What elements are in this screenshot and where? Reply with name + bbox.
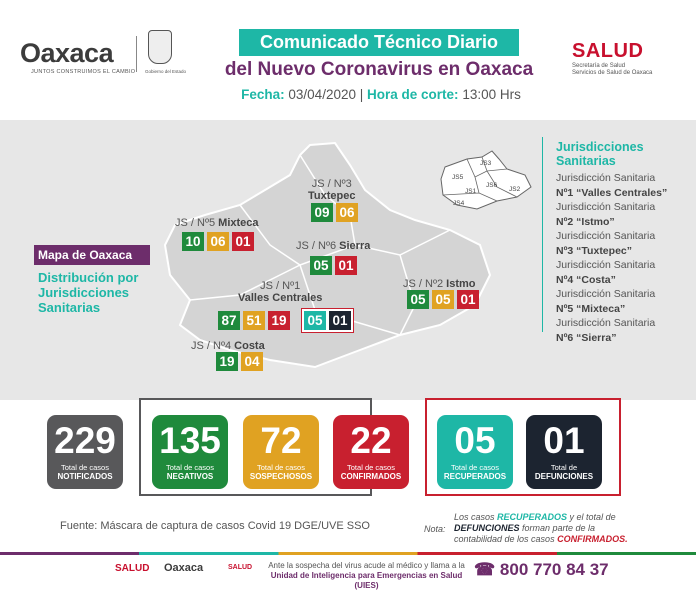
gobierno-label: Gobierno del Estado (145, 69, 187, 74)
stat-confirmados (333, 415, 409, 489)
istmo-label-name: Istmo (446, 278, 476, 290)
stat-value: 229 (54, 420, 116, 461)
minimap-js3: JS3 (480, 160, 492, 167)
phone-number (474, 560, 609, 580)
valles-recuperados: 05 (304, 311, 326, 330)
sierra-negativos: 05 (310, 256, 332, 275)
list-item (556, 288, 667, 315)
stat-negativos (152, 415, 228, 489)
valles-sospechosos: 51 (243, 311, 265, 330)
note-confirmados: CONFIRMADOS. (557, 534, 628, 544)
oaxaca-logo: Oaxaca (20, 38, 114, 68)
sierra-values (310, 256, 357, 275)
list-item (556, 201, 667, 228)
footer-text (264, 561, 469, 591)
stat-recuperados (437, 415, 513, 489)
costa-label-name: Costa (234, 340, 265, 352)
list-item-l1: Jurisdicción Sanitaria (556, 259, 656, 271)
tuxtepec-values (311, 203, 358, 222)
jurisdicciones-heading-l1: Jurisdicciones (556, 140, 644, 154)
fecha-value: 03/04/2020 (288, 87, 356, 102)
note-text-1: Los casos (454, 512, 498, 522)
note-text (454, 512, 644, 545)
list-item-l1: Jurisdicción Sanitaria (556, 172, 656, 184)
valles-confirmados: 19 (268, 311, 290, 330)
salud-subtitle (572, 63, 672, 77)
costa-negativos: 19 (216, 352, 238, 371)
footer-salud-logo: SALUD (115, 563, 150, 574)
stat-value: 135 (159, 420, 221, 461)
region-label-mixteca (175, 217, 259, 229)
note-text-4: contabilidad de los casos (454, 534, 558, 544)
salud-sub-line2: Servicios de Salud de Oaxaca (572, 70, 653, 76)
list-item-l1: Jurisdicción Sanitaria (556, 230, 656, 242)
stat-value: 05 (454, 420, 496, 461)
source-note: Fuente: Máscara de captura de casos Covid 19 DGE/UVE SSO (60, 520, 370, 532)
stat-label: Total de casos (347, 463, 395, 472)
list-item-l2: Nº4 “Costa” (556, 273, 616, 286)
tuxtepec-sospechosos: 06 (336, 203, 358, 222)
region-label-sierra (296, 240, 370, 252)
stat-label-strong: RECUPERADOS (443, 472, 507, 481)
list-item-l2: Nº2 “Istmo” (556, 215, 615, 228)
istmo-sospechosos: 05 (432, 290, 454, 309)
tuxtepec-label-l1: JS / Nº3 (311, 178, 352, 190)
map-subtitle-l3: Sanitarias (38, 300, 101, 315)
stat-label: Total de casos (451, 463, 499, 472)
jurisdicciones-list (556, 172, 667, 346)
jurisdicciones-heading-l2: Sanitarias (556, 154, 616, 168)
list-item (556, 172, 667, 199)
footer-text-l1: Ante la sospecha del virus acude al médico y llama a la (268, 561, 465, 570)
footer-salud-logo-2: SALUD (228, 564, 253, 571)
minimap-js4: JS4 (453, 200, 465, 207)
region-label-valles (238, 280, 322, 304)
list-item-l1: Jurisdicción Sanitaria (556, 317, 656, 329)
costa-label-pre: JS / Nº4 (191, 340, 232, 352)
valles-negativos: 87 (218, 311, 240, 330)
page-title: Comunicado Técnico Diario (239, 29, 519, 56)
region-label-tuxtepec (308, 178, 355, 202)
state-crest-icon (148, 30, 172, 64)
stat-label-strong: DEFUNCIONES (534, 472, 594, 481)
mixteca-label-name: Mixteca (218, 217, 259, 229)
legend-divider (542, 137, 543, 332)
stat-label-strong: SOSPECHOSOS (249, 472, 313, 481)
list-item-l2: Nº3 “Tuxtepec” (556, 244, 632, 257)
list-item-l1: Jurisdicción Sanitaria (556, 288, 656, 300)
map-subtitle-l2: Jurisdicciones (38, 285, 130, 300)
minimap-js2: JS2 (509, 186, 521, 193)
map-title: Mapa de Oaxaca (34, 245, 150, 265)
mixteca-negativos: 10 (182, 232, 204, 251)
list-item-l2: Nº5 “Mixteca” (556, 302, 626, 315)
page-subtitle: del Nuevo Coronavirus en Oaxaca (224, 59, 534, 80)
footer-text-l2: Unidad de Inteligencia para Emergencias en Salud (UIES) (270, 571, 463, 590)
hora-value: 13:00 Hrs (462, 87, 521, 102)
minimap-js5: JS5 (452, 174, 464, 181)
stat-label: Total de casos (166, 463, 214, 472)
mixteca-confirmados: 01 (232, 232, 254, 251)
fecha-label: Fecha: (241, 87, 285, 102)
valles-values (218, 311, 290, 330)
footer-stripe (0, 552, 696, 555)
costa-values (216, 352, 263, 371)
stat-value: 72 (260, 420, 302, 461)
logo-divider (136, 36, 137, 72)
note-recuperados: RECUPERADOS (497, 512, 568, 522)
mixteca-sospechosos: 06 (207, 232, 229, 251)
note-defunciones: DEFUNCIONES (454, 523, 520, 533)
costa-sospechosos: 04 (241, 352, 263, 371)
stat-label: Total de casos (257, 463, 305, 472)
istmo-confirmados: 01 (457, 290, 479, 309)
list-item-l1: Jurisdicción Sanitaria (556, 201, 656, 213)
note (424, 512, 644, 545)
valles-defunciones: 01 (329, 311, 351, 330)
stat-sospechosos (243, 415, 319, 489)
jurisdicciones-heading (556, 140, 644, 168)
jurisdictions-minimap (437, 147, 537, 211)
map-subtitle (38, 270, 138, 315)
phone-value: 800 770 84 37 (499, 560, 609, 579)
date-separator: | (359, 87, 364, 102)
istmo-negativos: 05 (407, 290, 429, 309)
list-item (556, 317, 667, 344)
list-item-l2: Nº1 “Valles Centrales” (556, 186, 668, 199)
valles-outcomes-box (301, 308, 354, 333)
region-label-costa (191, 340, 265, 352)
stat-label-strong: CONFIRMADOS (340, 472, 402, 481)
list-item (556, 259, 667, 286)
date-line (226, 87, 536, 102)
note-text-3: forman parte de la (519, 523, 596, 533)
stat-label-strong: NEGATIVOS (166, 472, 214, 481)
phone-icon: ☎ (474, 560, 496, 579)
istmo-values (407, 290, 479, 309)
mixteca-values (182, 232, 254, 251)
mixteca-label-pre: JS / Nº5 (175, 217, 216, 229)
valles-label-l2: Valles Centrales (238, 292, 323, 304)
valles-label-l1: JS / Nº1 (260, 280, 301, 292)
sierra-confirmados: 01 (335, 256, 357, 275)
note-text-2: y el total de (567, 512, 616, 522)
minimap-js6: JS6 (486, 182, 498, 189)
tuxtepec-label-l2: Tuxtepec (308, 190, 356, 202)
stat-value: 01 (543, 420, 585, 461)
region-label-istmo (403, 278, 476, 290)
hora-label: Hora de corte: (367, 87, 459, 102)
footer-oaxaca-logo: Oaxaca (164, 562, 204, 574)
stat-label: Total de (550, 463, 578, 472)
stat-defunciones (526, 415, 602, 489)
sierra-label-pre: JS / Nº6 (296, 240, 337, 252)
tuxtepec-negativos: 09 (311, 203, 333, 222)
list-item (556, 230, 667, 257)
oaxaca-tagline: JUNTOS CONSTRUIMOS EL CAMBIO (31, 69, 136, 75)
list-item-l2: Nº6 “Sierra” (556, 331, 617, 344)
sierra-label-name: Sierra (339, 240, 371, 252)
note-label: Nota: (424, 524, 446, 534)
istmo-label-pre: JS / Nº2 (403, 278, 444, 290)
salud-sub-line1: Secretaría de Salud (572, 63, 626, 69)
stat-value: 22 (350, 420, 392, 461)
map-subtitle-l1: Distribución por (38, 270, 139, 285)
stat-notificados (47, 415, 123, 489)
stat-label: Total de casos (61, 463, 109, 472)
stat-label-strong: NOTIFICADOS (57, 472, 113, 481)
minimap-js1: JS1 (465, 188, 477, 195)
salud-logo: SALUD (572, 40, 644, 62)
